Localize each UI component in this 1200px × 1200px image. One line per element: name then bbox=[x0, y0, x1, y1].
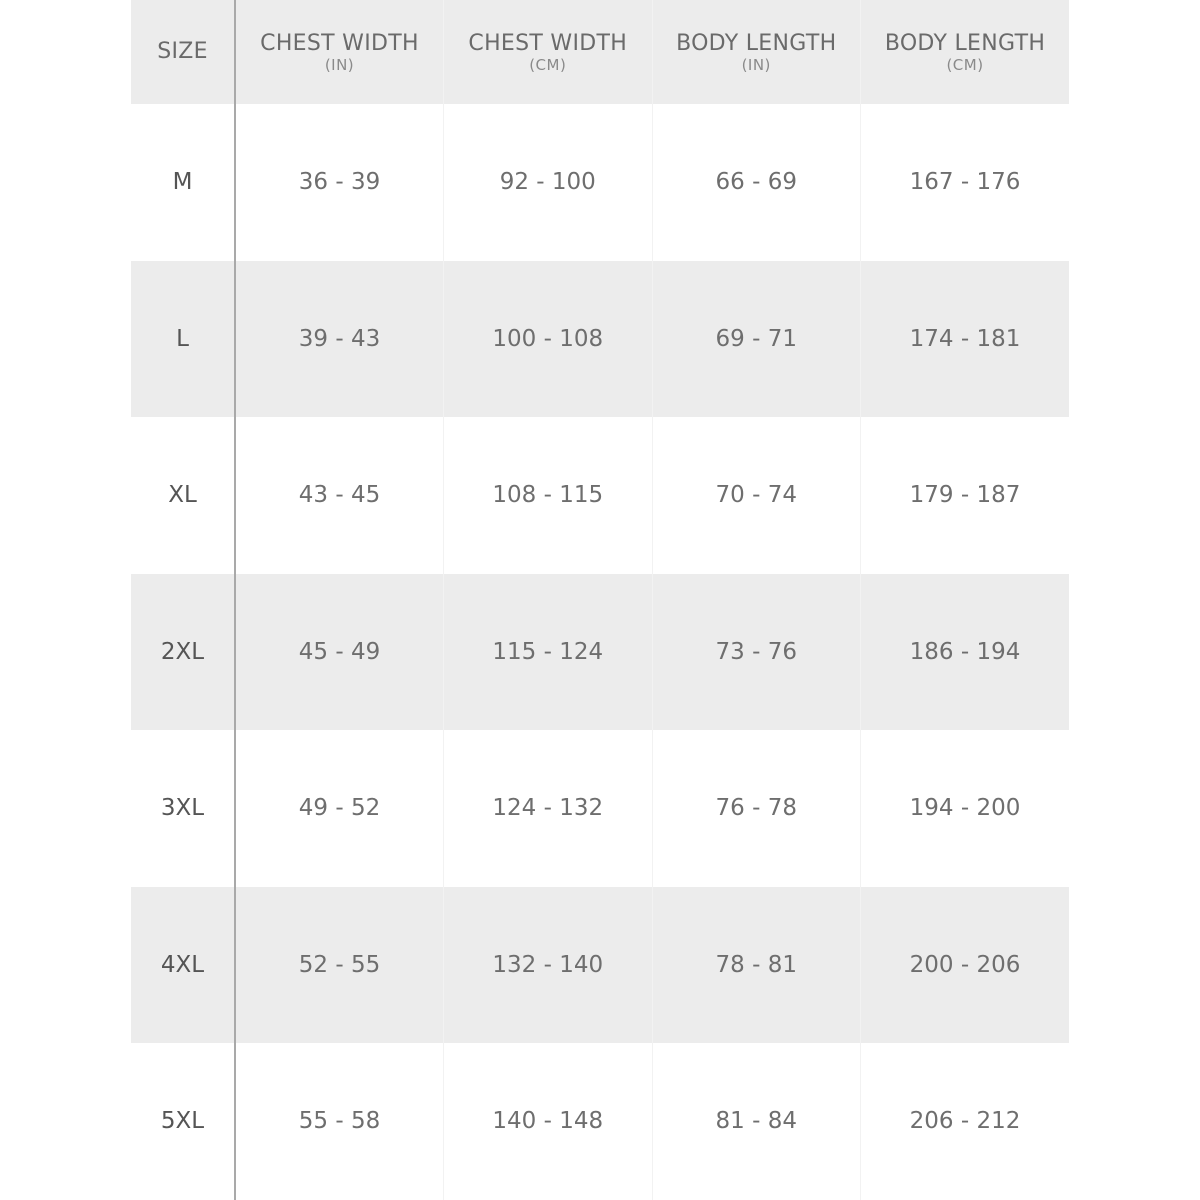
chest-width-in-cell: 43 - 45 bbox=[235, 417, 444, 574]
header-unit: (CM) bbox=[529, 55, 567, 74]
header-chest-width-cm bbox=[444, 0, 653, 104]
chest-width-cm-cell: 124 - 132 bbox=[444, 730, 653, 887]
header-label: CHEST WIDTH bbox=[468, 30, 628, 56]
header-label: SIZE bbox=[157, 39, 208, 64]
body-length-cm-cell: 179 - 187 bbox=[861, 417, 1070, 574]
body-length-in-cell: 81 - 84 bbox=[652, 1043, 861, 1200]
chest-width-cm-cell: 132 - 140 bbox=[444, 887, 653, 1044]
chest-width-in-cell: 49 - 52 bbox=[235, 730, 444, 887]
body-length-cm-cell: 194 - 200 bbox=[861, 730, 1070, 887]
body-length-in-cell: 66 - 69 bbox=[652, 104, 861, 261]
table-row bbox=[131, 261, 1069, 418]
header-unit: (CM) bbox=[946, 55, 984, 74]
table-header-row bbox=[131, 0, 1069, 104]
header-chest-width-in bbox=[235, 0, 444, 104]
header-size bbox=[131, 0, 235, 104]
chest-width-cm-cell: 140 - 148 bbox=[444, 1043, 653, 1200]
body-length-cm-cell: 167 - 176 bbox=[861, 104, 1070, 261]
size-chart-table bbox=[131, 0, 1069, 1200]
table-row bbox=[131, 574, 1069, 731]
table-row bbox=[131, 730, 1069, 887]
table-row bbox=[131, 1043, 1069, 1200]
size-cell: XL bbox=[131, 417, 235, 574]
body-length-in-cell: 76 - 78 bbox=[652, 730, 861, 887]
chest-width-in-cell: 39 - 43 bbox=[235, 261, 444, 418]
body-length-cm-cell: 206 - 212 bbox=[861, 1043, 1070, 1200]
body-length-cm-cell: 200 - 206 bbox=[861, 887, 1070, 1044]
body-length-in-cell: 73 - 76 bbox=[652, 574, 861, 731]
table-row bbox=[131, 417, 1069, 574]
chest-width-cm-cell: 108 - 115 bbox=[444, 417, 653, 574]
header-unit: (IN) bbox=[741, 55, 771, 74]
header-label: BODY LENGTH bbox=[884, 30, 1046, 56]
size-cell: M bbox=[131, 104, 235, 261]
header-label: BODY LENGTH bbox=[676, 30, 837, 56]
size-cell: L bbox=[131, 261, 235, 418]
body-length-in-cell: 70 - 74 bbox=[652, 417, 861, 574]
table-row bbox=[131, 887, 1069, 1044]
size-cell: 5XL bbox=[131, 1043, 235, 1200]
size-cell: 3XL bbox=[131, 730, 235, 887]
chest-width-in-cell: 55 - 58 bbox=[235, 1043, 444, 1200]
chest-width-in-cell: 52 - 55 bbox=[235, 887, 444, 1044]
size-cell: 2XL bbox=[131, 574, 235, 731]
chest-width-cm-cell: 115 - 124 bbox=[444, 574, 653, 731]
body-length-cm-cell: 186 - 194 bbox=[861, 574, 1070, 731]
size-cell: 4XL bbox=[131, 887, 235, 1044]
chest-width-cm-cell: 92 - 100 bbox=[444, 104, 653, 261]
chest-width-cm-cell: 100 - 108 bbox=[444, 261, 653, 418]
body-length-in-cell: 78 - 81 bbox=[652, 887, 861, 1044]
chest-width-in-cell: 45 - 49 bbox=[235, 574, 444, 731]
header-label: CHEST WIDTH bbox=[260, 30, 419, 56]
chest-width-in-cell: 36 - 39 bbox=[235, 104, 444, 261]
header-body-length-cm bbox=[861, 0, 1070, 104]
body-length-cm-cell: 174 - 181 bbox=[861, 261, 1070, 418]
body-length-in-cell: 69 - 71 bbox=[652, 261, 861, 418]
header-unit: (IN) bbox=[324, 55, 355, 74]
table-row bbox=[131, 104, 1069, 261]
header-body-length-in bbox=[652, 0, 861, 104]
